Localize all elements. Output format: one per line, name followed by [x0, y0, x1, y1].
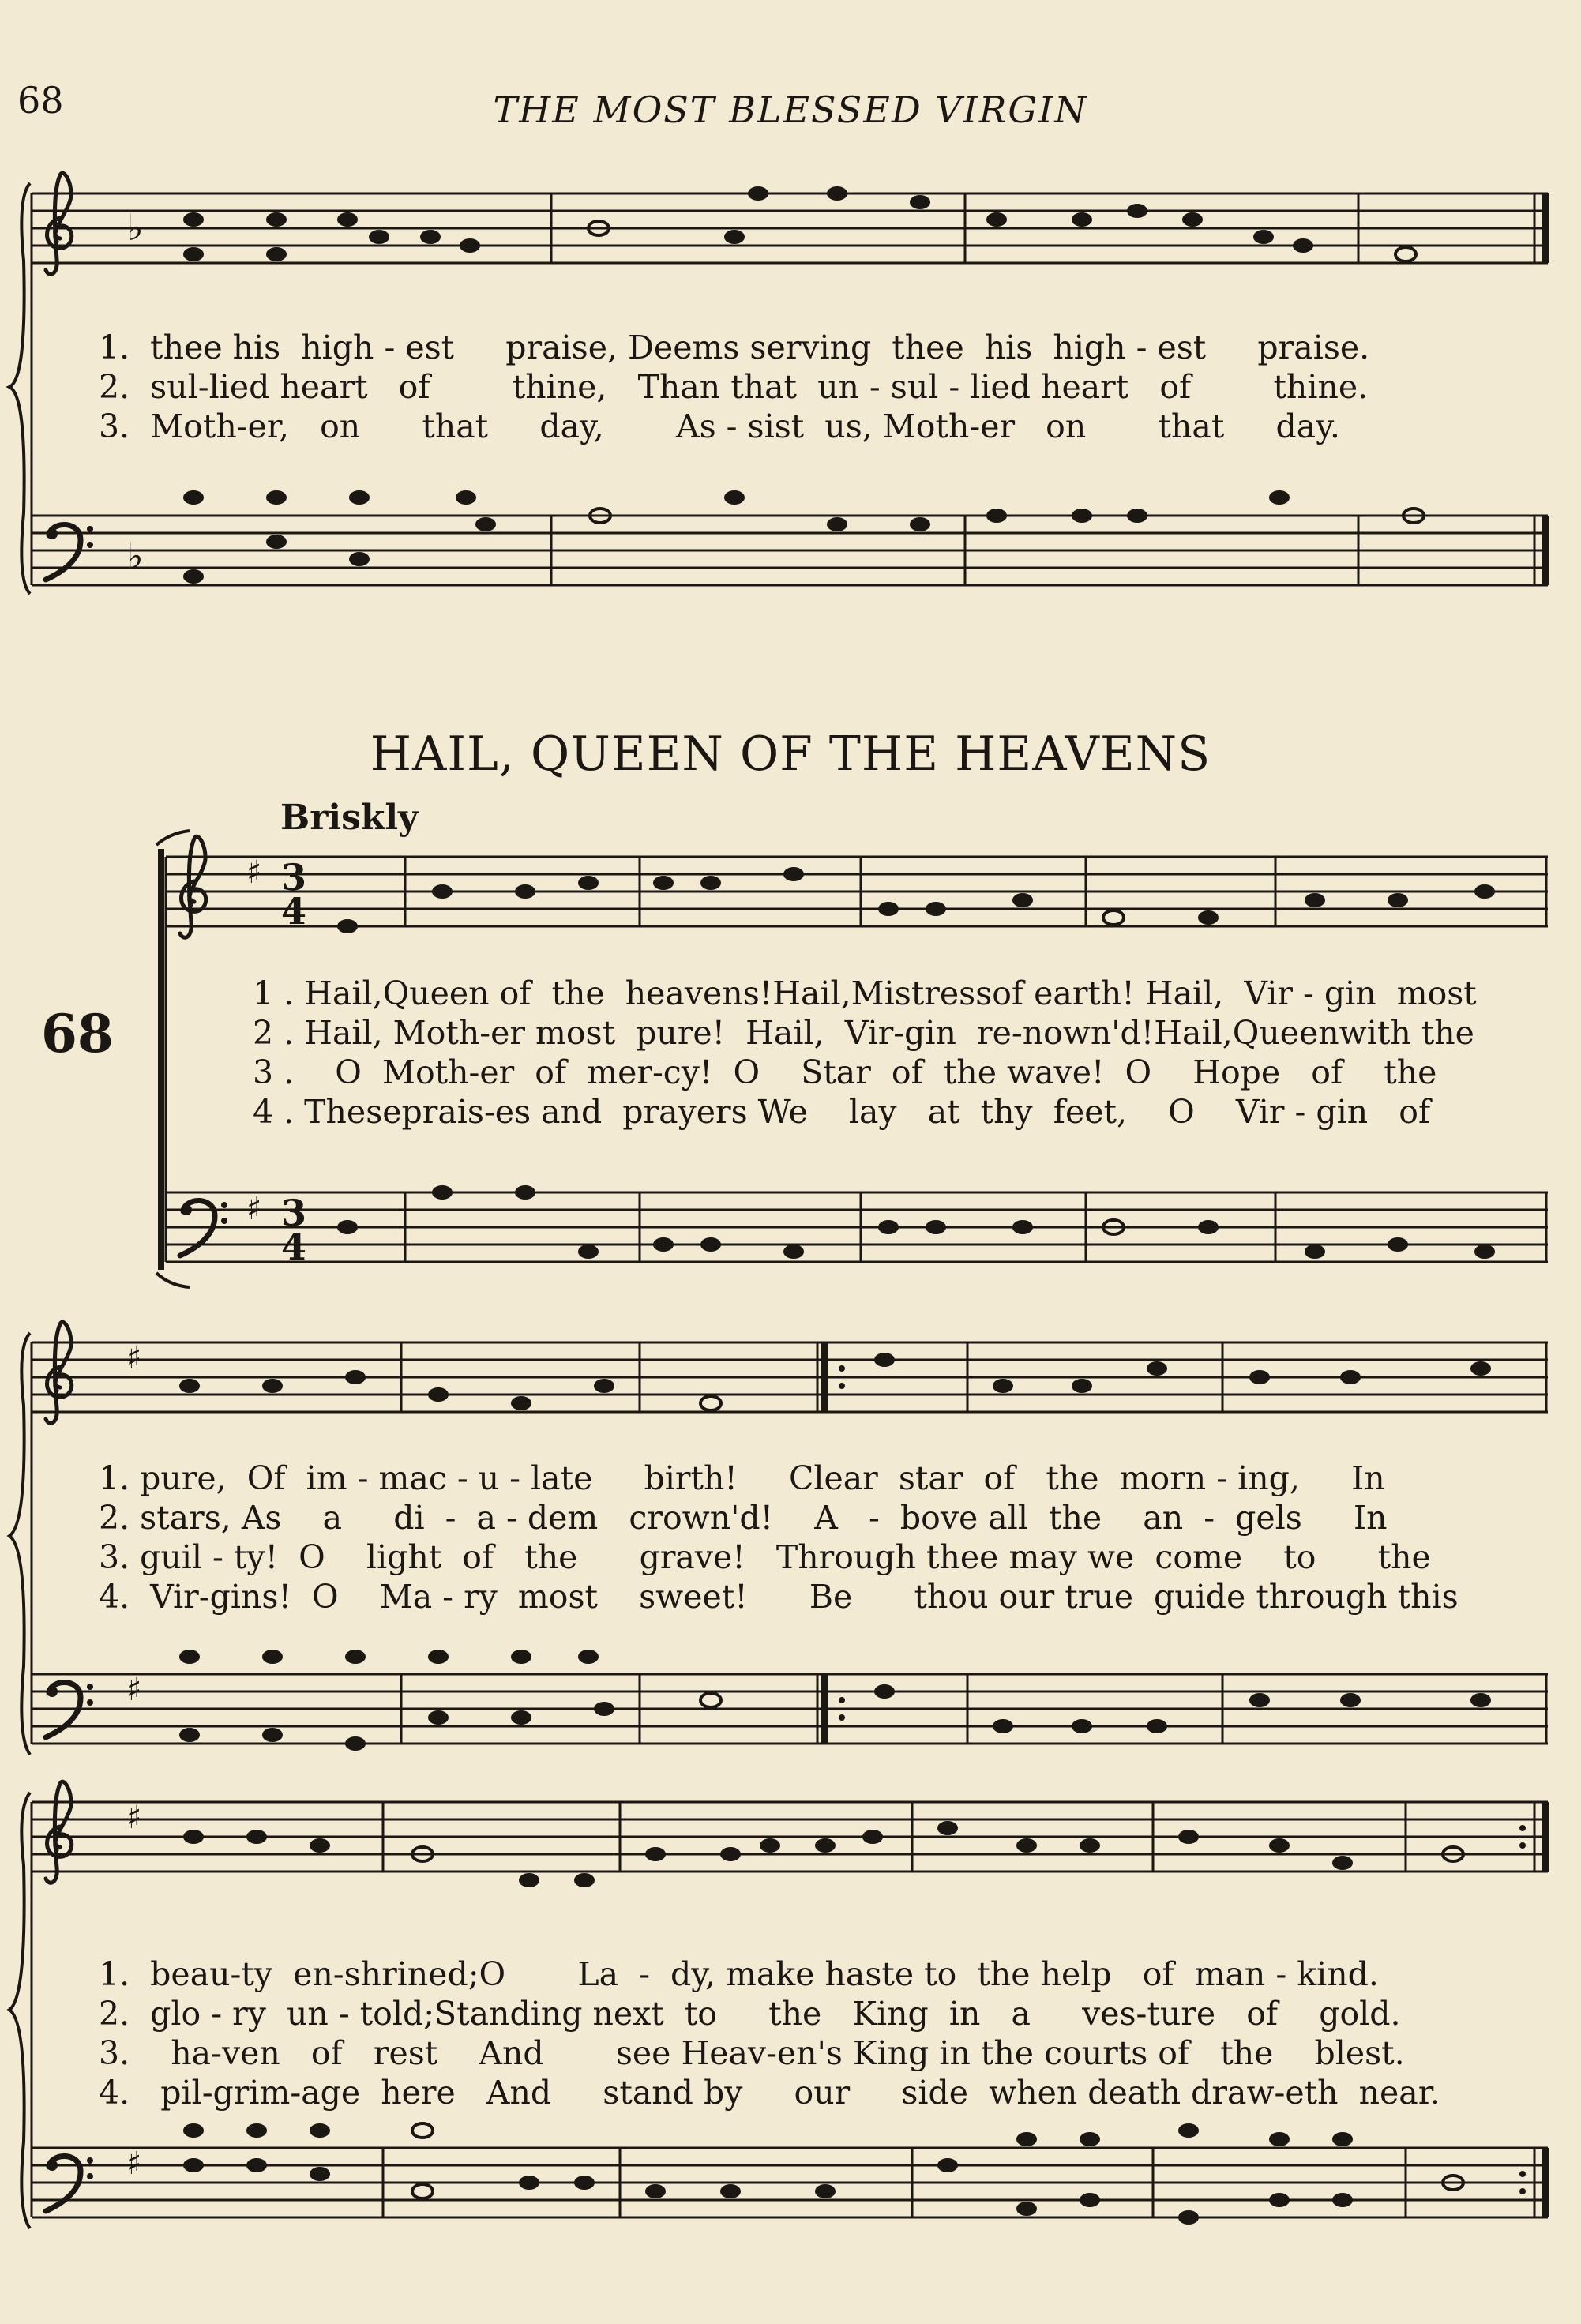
system-1-lyric-verse-2: 2. sul-lied heart of thine, Than that un - sul - lied heart of thine. — [99, 368, 1369, 406]
system-1-lyric-verse-1: 1. thee his high - est praise, Deems serving thee his high - est praise. — [99, 329, 1370, 366]
page-number: 68 — [17, 79, 64, 122]
system-4-lyric-verse-1: 1. beau-ty en-shrined;O La - dy, make haste to the help of man - kind. — [99, 1955, 1379, 1993]
hymn-title: HAIL, QUEEN OF THE HEAVENS — [370, 726, 1211, 782]
svg-text:3: 3 — [281, 856, 307, 899]
svg-text:♯: ♯ — [126, 1672, 142, 1708]
system-4-lyric-verse-2: 2. glo - ry un - told;Standing next to the King in a ves-ture of gold. — [99, 1995, 1401, 2033]
system-2-lyric-verse-4: 4 . Theseprais-es and prayers We lay at thy feet, O Vir - gin of — [253, 1093, 1431, 1131]
system-4-bass-staff — [32, 2148, 1548, 2217]
system-1-bass-staff — [32, 516, 1548, 585]
svg-text:♭: ♭ — [126, 535, 144, 577]
system-3-lyric-verse-3: 3. guil - ty! O light of the grave! Through thee may we come to the — [99, 1538, 1431, 1576]
hymn-number: 68 — [41, 1003, 114, 1064]
system-2-bass-staff — [166, 1192, 1548, 1262]
svg-text:♯: ♯ — [246, 854, 262, 891]
svg-text:4: 4 — [281, 1226, 307, 1268]
svg-text:3: 3 — [281, 1192, 307, 1234]
system-2-lyric-verse-1: 1 . Hail,Queen of the heavens!Hail,Mistressof earth! Hail, Vir - gin most — [253, 974, 1477, 1012]
svg-text:♭: ♭ — [126, 206, 144, 249]
system-2-treble-staff — [166, 857, 1548, 926]
system-4-lyric-verse-4: 4. pil-grim-age here And stand by our side when death draw-eth near. — [99, 2074, 1440, 2112]
svg-text:♯: ♯ — [126, 1800, 142, 1836]
svg-text:♯: ♯ — [246, 1191, 262, 1227]
svg-text:♯: ♯ — [126, 2146, 142, 2182]
running-title: THE MOST BLESSED VIRGIN — [493, 88, 1088, 131]
system-2-lyric-verse-2: 2 . Hail, Moth-er most pure! Hail, Vir-gin re-nown'd!Hail,Queenwith the — [253, 1014, 1474, 1052]
system-3-lyric-verse-4: 4. Vir-gins! O Ma - ry most sweet! Be thou our true guide through this — [99, 1578, 1459, 1616]
system-1-lyric-verse-3: 3. Moth-er, on that day, As - sist us, Moth-er on that day. — [99, 407, 1340, 445]
svg-text:♯: ♯ — [126, 1340, 142, 1376]
system-3-bass-staff — [32, 1674, 1548, 1744]
tempo-marking: Briskly — [280, 798, 419, 838]
system-3-lyric-verse-2: 2. stars, As a di - a - dem crown'd! A - bove all the an - gels In — [99, 1499, 1388, 1537]
system-4-lyric-verse-3: 3. ha-ven of rest And see Heav-en's King in the courts of the blest. — [99, 2034, 1405, 2072]
system-2-lyric-verse-3: 3 . O Moth-er of mer-cy! O Star of the wave! O Hope of the — [253, 1053, 1437, 1091]
svg-text:4: 4 — [281, 890, 307, 933]
system-3-treble-staff — [32, 1342, 1548, 1412]
system-1-treble-staff — [32, 193, 1548, 263]
system-3-lyric-verse-1: 1. pure, Of im - mac - u - late birth! Clear star of the morn - ing, In — [99, 1459, 1385, 1497]
